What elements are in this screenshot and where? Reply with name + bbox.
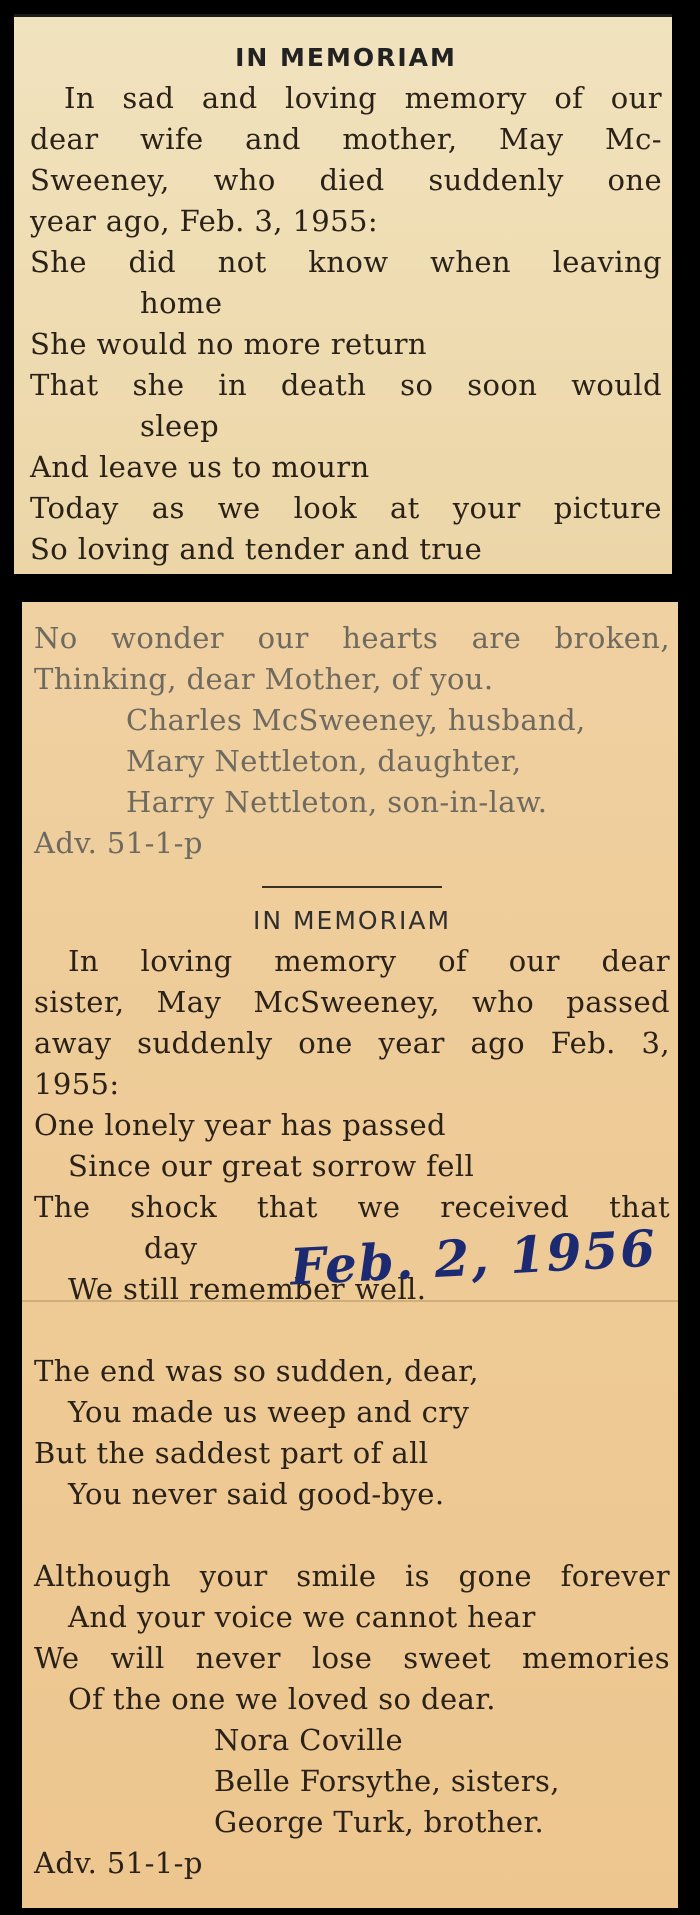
poem-line: day <box>144 1231 198 1265</box>
poem-line: Although your smile is gone forever <box>34 1559 670 1593</box>
adv-code: Adv. 51-1-p <box>34 1846 203 1880</box>
poem-line: And leave us to mourn <box>30 450 370 484</box>
text-line: In sad and loving memory of our <box>64 81 662 115</box>
signature-line: Harry Nettleton, son-in-law. <box>126 785 548 819</box>
text-line: dear wife and mother, May Mc- <box>30 122 662 156</box>
poem-line: We still remember well. <box>68 1272 427 1306</box>
poem-line: But the saddest part of all <box>34 1436 429 1470</box>
poem-line: She would no more return <box>30 327 427 361</box>
poem-line: We will never lose sweet memories <box>34 1641 670 1675</box>
poem-line: You never said good-bye. <box>68 1477 445 1511</box>
poem-line: And your voice we cannot hear <box>68 1600 536 1634</box>
text-line: sister, May McSweeney, who passed <box>34 985 670 1019</box>
poem-line: Thinking, dear Mother, of you. <box>34 662 494 696</box>
text-line: away suddenly one year ago Feb. 3, <box>34 1026 670 1060</box>
top-newspaper-clipping <box>14 14 672 574</box>
poem-line: You made us weep and cry <box>68 1395 470 1429</box>
signature-line: Charles McSweeney, husband, <box>126 703 586 737</box>
poem-line: She did not know when leaving <box>30 245 662 279</box>
text-line: In loving memory of our dear <box>68 944 670 978</box>
poem-line: Since our great sorrow fell <box>68 1149 475 1183</box>
signature-line: George Turk, brother. <box>214 1805 545 1839</box>
signature-line: Nora Coville <box>214 1723 404 1757</box>
poem-line: The end was so sudden, dear, <box>34 1354 479 1388</box>
poem-line: Of the one we loved so dear. <box>68 1682 496 1716</box>
handwritten-date-annotation: Feb. 2, 1956 <box>288 1218 659 1297</box>
poem-line: Today as we look at your picture <box>30 491 662 525</box>
text-line: year ago, Feb. 3, 1955: <box>30 204 379 238</box>
paper-fold-line <box>22 1300 678 1302</box>
poem-line: That she in death so soon would <box>30 368 662 402</box>
adv-code: Adv. 51-1-p <box>34 826 203 860</box>
memoriam-heading-2: IN MEMORIAM <box>252 906 452 935</box>
poem-line: One lonely year has passed <box>34 1108 447 1142</box>
memoriam-heading-1: IN MEMORIAM <box>235 43 457 72</box>
signature-line: Belle Forsythe, sisters, <box>214 1764 560 1798</box>
poem-line: The shock that we received that <box>34 1190 670 1224</box>
poem-line: home <box>140 286 223 320</box>
signature-line: Mary Nettleton, daughter, <box>126 744 522 778</box>
poem-line: No wonder our hearts are broken, <box>34 621 670 655</box>
poem-line: So loving and tender and true <box>30 532 483 566</box>
text-line: Sweeney, who died suddenly one <box>30 163 662 197</box>
poem-line: sleep <box>140 409 220 443</box>
section-divider <box>262 886 442 888</box>
text-line: 1955: <box>34 1067 120 1101</box>
